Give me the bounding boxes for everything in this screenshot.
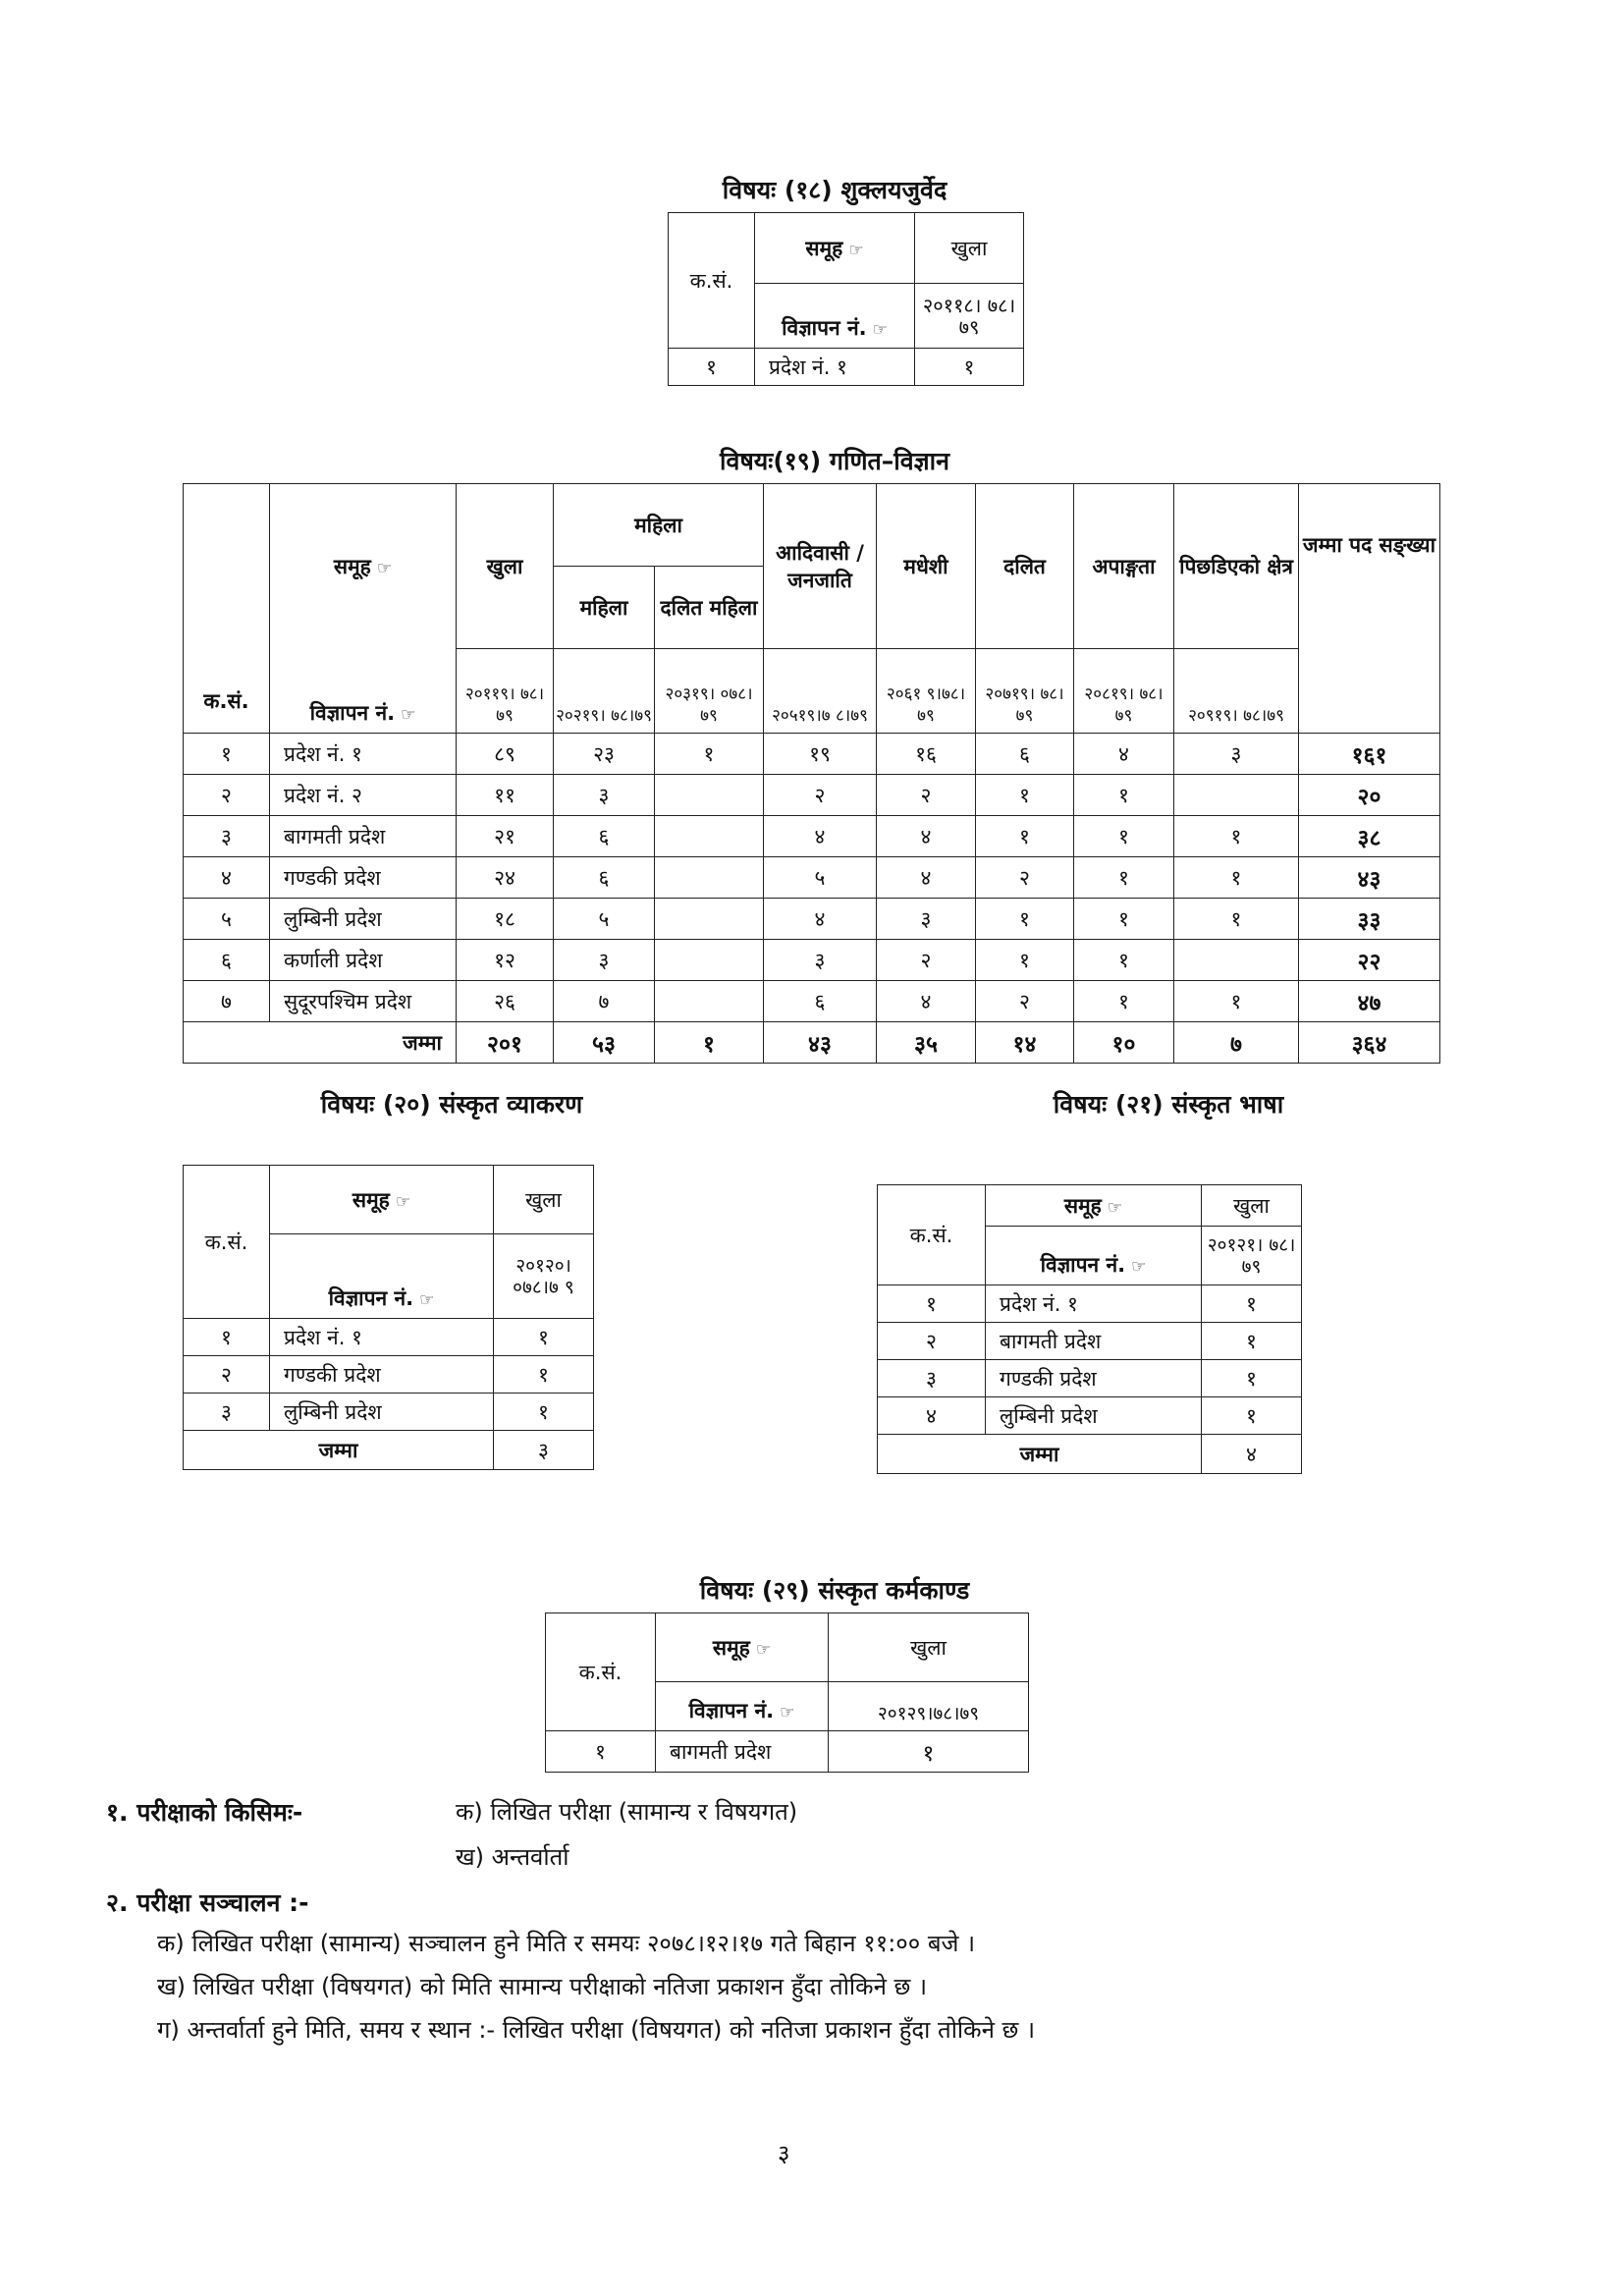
t19-row-total: १६१ <box>1299 734 1440 775</box>
t19-total-adivasi: ४३ <box>764 1022 877 1064</box>
t29-header-samuh: समूह ☞ <box>656 1613 829 1682</box>
t18-header-samuh: समूह ☞ <box>755 213 915 284</box>
t19-row-name: कर्णाली प्रदेश <box>270 940 457 981</box>
exam-type-b: ख) अन्तर्वार्ता <box>456 1843 569 1871</box>
t19-row-apangata: १ <box>1074 940 1174 981</box>
t19-row-madheshi: २ <box>877 940 976 981</box>
t19-row-adivasi: ५ <box>764 857 877 899</box>
t19-row-madheshi: ४ <box>877 816 976 857</box>
t29-r1-khula: १ <box>829 1731 1029 1773</box>
t21-header-vigyapan: विज्ञापन नं. ☞ <box>986 1227 1202 1285</box>
t19-row-name: बागमती प्रदेश <box>270 816 457 857</box>
t19-header-mahila: महिला <box>554 567 655 649</box>
t18-title: विषयः (१८) शुक्लयजुर्वेद <box>722 176 947 204</box>
t20-header-ks: क.सं. <box>184 1166 270 1319</box>
t19-row-sn: १ <box>184 734 270 775</box>
t18-r1-name: प्रदेश नं. १ <box>755 349 915 386</box>
t19-row-sn: ४ <box>184 857 270 899</box>
t19-row-apangata: १ <box>1074 981 1174 1022</box>
exam-type-a: क) लिखित परीक्षा (सामान्य र विषयगत) <box>456 1798 798 1826</box>
t19-row-total: २२ <box>1299 940 1440 981</box>
exam-conduct-b: ख) लिखित परीक्षा (विषयगत) को मिति सामान्य परीक्षाको नतिजा प्रकाशन हुँदा तोकिने छ । <box>157 1973 928 2000</box>
t21-row-khula: १ <box>1202 1360 1302 1397</box>
t19-row-dalit: २ <box>976 981 1074 1022</box>
table-row <box>669 349 1024 386</box>
t19-row-dalit: १ <box>976 816 1074 857</box>
t19-header-adivasi: आदिवासी / जनजाति <box>764 484 877 649</box>
t19-row-khula: १२ <box>457 940 554 981</box>
t19-row-dalit: १ <box>976 775 1074 816</box>
t19-row-khula: १८ <box>457 899 554 940</box>
t20-total-label: जम्मा <box>184 1431 494 1470</box>
t21-table <box>877 1184 1302 1474</box>
t19-total-khula: २०१ <box>457 1022 554 1064</box>
table-row <box>184 1356 594 1394</box>
t29-header-vigyapan: विज्ञापन नं. ☞ <box>656 1682 829 1731</box>
t21-total-row <box>878 1435 1302 1474</box>
t19-header-dalit-mahila: दलित महिला <box>655 567 764 649</box>
t19-row-mahila: २३ <box>554 734 655 775</box>
t29-adv-khula: २०१२९।७८।७९ <box>829 1682 1029 1731</box>
t19-row-madheshi: १६ <box>877 734 976 775</box>
t19-row-mahila: ३ <box>554 940 655 981</box>
t21-header-samuh: समूह ☞ <box>986 1185 1202 1227</box>
t19-row-apangata: १ <box>1074 775 1174 816</box>
t19-row-mahila: ३ <box>554 775 655 816</box>
t19-row-dalit-mahila <box>655 816 764 857</box>
t29-header-ks: क.सं. <box>546 1613 656 1731</box>
t19-row-mahila: ५ <box>554 899 655 940</box>
page-number: ३ <box>778 2140 790 2167</box>
t19-row-adivasi: ६ <box>764 981 877 1022</box>
t20-row-sn: ३ <box>184 1394 270 1431</box>
t21-row-name: प्रदेश नं. १ <box>986 1285 1202 1323</box>
t19-adv-apangata: २०८१९। ७८।७९ <box>1074 649 1174 734</box>
t18-header-ks: क.सं. <box>669 213 755 349</box>
t19-header-dalit: दलित <box>976 484 1074 649</box>
t19-row-apangata: १ <box>1074 899 1174 940</box>
table-row <box>184 816 1440 857</box>
t20-row-khula: १ <box>494 1319 594 1356</box>
t20-row-khula: १ <box>494 1356 594 1394</box>
t21-row-khula: १ <box>1202 1285 1302 1323</box>
t19-title: विषयः(१९) गणित–विज्ञान <box>719 447 950 475</box>
exam-conduct-a: क) लिखित परीक्षा (सामान्य) सञ्चालन हुने मिति र समयः २०७८।१२।१७ गते बिहान ११:०० बजे । <box>157 1930 976 1957</box>
table-row <box>878 1285 1302 1323</box>
t19-row-madheshi: २ <box>877 775 976 816</box>
t29-r1-name: बागमती प्रदेश <box>656 1731 829 1773</box>
t19-row-adivasi: ४ <box>764 816 877 857</box>
t19-row-apangata: ४ <box>1074 734 1174 775</box>
t19-row-total: ४७ <box>1299 981 1440 1022</box>
t19-row-pichadiyeko <box>1174 775 1299 816</box>
t21-row-sn: ३ <box>878 1360 986 1397</box>
t21-total-label: जम्मा <box>878 1435 1202 1474</box>
t21-row-sn: १ <box>878 1285 986 1323</box>
t19-adv-khula: २०११९। ७८।७९ <box>457 649 554 734</box>
exam-conduct-label: २. परीक्षा सञ्चालन :- <box>106 1888 309 1917</box>
t19-row-apangata: १ <box>1074 857 1174 899</box>
table-row <box>546 1731 1029 1773</box>
t19-total-madheshi: ३५ <box>877 1022 976 1064</box>
t19-adv-pichadiyeko: २०९१९। ७८।७९ <box>1174 649 1299 734</box>
t19-header-pichadiyeko: पिछडिएको क्षेत्र <box>1174 484 1299 649</box>
t19-total-label: जम्मा <box>184 1022 457 1064</box>
t20-adv-khula: २०१२०। ०७८।७ ९ <box>494 1234 594 1319</box>
t19-row-sn: २ <box>184 775 270 816</box>
t29-table <box>545 1613 1029 1773</box>
t19-row-dalit: १ <box>976 940 1074 981</box>
t20-row-sn: २ <box>184 1356 270 1394</box>
t19-row-sn: ५ <box>184 899 270 940</box>
t21-row-name: बागमती प्रदेश <box>986 1323 1202 1360</box>
pointer-icon: ☞ <box>1131 1257 1147 1277</box>
t19-header-ks: क.सं. <box>184 484 270 734</box>
t19-adv-mahila: २०२१९। ७८।७९ <box>554 649 655 734</box>
t19-row-dalit-mahila <box>655 857 764 899</box>
t19-row-dalit: ६ <box>976 734 1074 775</box>
t19-row-dalit-mahila <box>655 981 764 1022</box>
table-row <box>184 857 1440 899</box>
table-row <box>184 775 1440 816</box>
t19-row-name: गण्डकी प्रदेश <box>270 857 457 899</box>
t21-row-sn: २ <box>878 1323 986 1360</box>
table-row <box>184 734 1440 775</box>
t18-header-khula: खुला <box>915 213 1024 284</box>
t19-row-pichadiyeko: १ <box>1174 899 1299 940</box>
t19-row-khula: २४ <box>457 857 554 899</box>
t19-row-madheshi: ४ <box>877 857 976 899</box>
t20-title: विषयः (२०) संस्कृत व्याकरण <box>320 1090 583 1119</box>
t20-row-sn: १ <box>184 1319 270 1356</box>
t19-row-mahila: ६ <box>554 816 655 857</box>
pointer-icon: ☞ <box>848 240 864 260</box>
table-row <box>184 981 1440 1022</box>
t19-row-madheshi: ३ <box>877 899 976 940</box>
t20-header-samuh: समूह ☞ <box>270 1166 494 1234</box>
t20-header-vigyapan: विज्ञापन नं. ☞ <box>270 1234 494 1319</box>
t21-row-khula: १ <box>1202 1323 1302 1360</box>
t19-row-sn: ३ <box>184 816 270 857</box>
t19-row-pichadiyeko: १ <box>1174 981 1299 1022</box>
t19-row-sn: ७ <box>184 981 270 1022</box>
t19-header-apangata: अपाङ्गता <box>1074 484 1174 649</box>
t18-r1-khula: १ <box>915 349 1024 386</box>
t19-row-dalit-mahila: १ <box>655 734 764 775</box>
t20-row-name: लुम्बिनी प्रदेश <box>270 1394 494 1431</box>
table-row <box>184 940 1440 981</box>
exam-type-label: १. परीक्षाको किसिमः- <box>106 1798 303 1827</box>
t29-r1-sn: १ <box>546 1731 656 1773</box>
t19-adv-adivasi: २०५१९।७ ८।७९ <box>764 649 877 734</box>
pointer-icon: ☞ <box>395 1191 411 1212</box>
t19-row-madheshi: ४ <box>877 981 976 1022</box>
t19-row-pichadiyeko: १ <box>1174 857 1299 899</box>
t19-row-khula: ११ <box>457 775 554 816</box>
pointer-icon: ☞ <box>376 558 393 578</box>
t18-adv-khula: २०११८। ७८।७९ <box>915 284 1024 349</box>
t19-adv-dalit-mahila: २०३१९। ०७८।७९ <box>655 649 764 734</box>
t19-row-khula: २६ <box>457 981 554 1022</box>
t19-row-khula: ८९ <box>457 734 554 775</box>
t20-total-row <box>184 1431 594 1470</box>
t19-row-total: ३८ <box>1299 816 1440 857</box>
t21-title: विषयः (२१) संस्कृत भाषा <box>1053 1090 1284 1119</box>
t19-total-jamma: ३६४ <box>1299 1022 1440 1064</box>
t20-row-name: गण्डकी प्रदेश <box>270 1356 494 1394</box>
t19-total-row <box>184 1022 1440 1064</box>
t19-row-name: लुम्बिनी प्रदेश <box>270 899 457 940</box>
t19-header-mahila-group: महिला <box>554 484 764 567</box>
pointer-icon: ☞ <box>755 1639 772 1660</box>
t21-row-name: गण्डकी प्रदेश <box>986 1360 1202 1397</box>
pointer-icon: ☞ <box>872 320 888 340</box>
t19-row-total: ४३ <box>1299 857 1440 899</box>
t19-row-dalit: २ <box>976 857 1074 899</box>
t19-adv-dalit: २०७१९। ७८।७९ <box>976 649 1074 734</box>
t19-header-khula: खुला <box>457 484 554 649</box>
t21-header-khula: खुला <box>1202 1185 1302 1227</box>
t19-total-pichadiyeko: ७ <box>1174 1022 1299 1064</box>
t19-row-dalit-mahila <box>655 940 764 981</box>
t19-row-name: प्रदेश नं. २ <box>270 775 457 816</box>
t19-row-mahila: ७ <box>554 981 655 1022</box>
t19-row-apangata: १ <box>1074 816 1174 857</box>
t21-row-name: लुम्बिनी प्रदेश <box>986 1397 1202 1435</box>
t29-title: विषयः (२९) संस्कृत कर्मकाण्ड <box>699 1576 970 1605</box>
t19-row-adivasi: २ <box>764 775 877 816</box>
t21-adv-khula: २०१२१। ७८।७९ <box>1202 1227 1302 1285</box>
t20-table <box>183 1165 594 1470</box>
t20-row-name: प्रदेश नं. १ <box>270 1319 494 1356</box>
t21-row-sn: ४ <box>878 1397 986 1435</box>
t19-row-sn: ६ <box>184 940 270 981</box>
table-row <box>184 899 1440 940</box>
t19-row-name: सुदूरपश्चिम प्रदेश <box>270 981 457 1022</box>
t19-row-pichadiyeko <box>1174 940 1299 981</box>
t19-row-adivasi: ४ <box>764 899 877 940</box>
t19-row-dalit-mahila <box>655 899 764 940</box>
t19-header-samuh: समूह ☞ <box>270 484 457 649</box>
t18-r1-sn: १ <box>669 349 755 386</box>
t21-header-ks: क.सं. <box>878 1185 986 1285</box>
t19-row-total: ३३ <box>1299 899 1440 940</box>
table-row <box>878 1323 1302 1360</box>
t19-row-total: २० <box>1299 775 1440 816</box>
pointer-icon: ☞ <box>419 1290 435 1310</box>
t19-total-dalit-mahila: १ <box>655 1022 764 1064</box>
t19-row-dalit: १ <box>976 899 1074 940</box>
t20-row-khula: १ <box>494 1394 594 1431</box>
t19-header-jamma-pad: जम्मा पद सङ्ख्या <box>1299 484 1440 734</box>
table-row <box>184 1394 594 1431</box>
t19-row-name: प्रदेश नं. १ <box>270 734 457 775</box>
t19-header-madheshi: मधेशी <box>877 484 976 649</box>
t19-table <box>183 483 1440 1064</box>
t19-row-adivasi: ३ <box>764 940 877 981</box>
t19-row-pichadiyeko: ३ <box>1174 734 1299 775</box>
table-row <box>878 1360 1302 1397</box>
t20-total: ३ <box>494 1431 594 1470</box>
t18-table <box>668 212 1024 386</box>
t19-total-apangata: १० <box>1074 1022 1174 1064</box>
t19-row-adivasi: १९ <box>764 734 877 775</box>
table-row <box>878 1397 1302 1435</box>
pointer-icon: ☞ <box>780 1703 795 1722</box>
t18-header-vigyapan: विज्ञापन नं. ☞ <box>755 284 915 349</box>
pointer-icon: ☞ <box>1107 1197 1123 1218</box>
pointer-icon: ☞ <box>401 705 416 725</box>
t21-total: ४ <box>1202 1435 1302 1474</box>
t19-total-dalit: १४ <box>976 1022 1074 1064</box>
t19-row-dalit-mahila <box>655 775 764 816</box>
t19-row-mahila: ६ <box>554 857 655 899</box>
t19-header-vigyapan: विज्ञापन नं. ☞ <box>270 649 457 734</box>
t19-row-pichadiyeko: १ <box>1174 816 1299 857</box>
t19-row-khula: २१ <box>457 816 554 857</box>
exam-conduct-c: ग) अन्तर्वार्ता हुने मिति, समय र स्थान :- लिखित परीक्षा (विषयगत) को नतिजा प्रकाशन हुँदा तोकिने छ । <box>157 2016 1036 2044</box>
t19-adv-madheshi: २०६१ ९।७८। ७९ <box>877 649 976 734</box>
table-row <box>184 1319 594 1356</box>
t21-row-khula: १ <box>1202 1397 1302 1435</box>
t20-header-khula: खुला <box>494 1166 594 1234</box>
t29-header-khula: खुला <box>829 1613 1029 1682</box>
t19-total-mahila: ५३ <box>554 1022 655 1064</box>
